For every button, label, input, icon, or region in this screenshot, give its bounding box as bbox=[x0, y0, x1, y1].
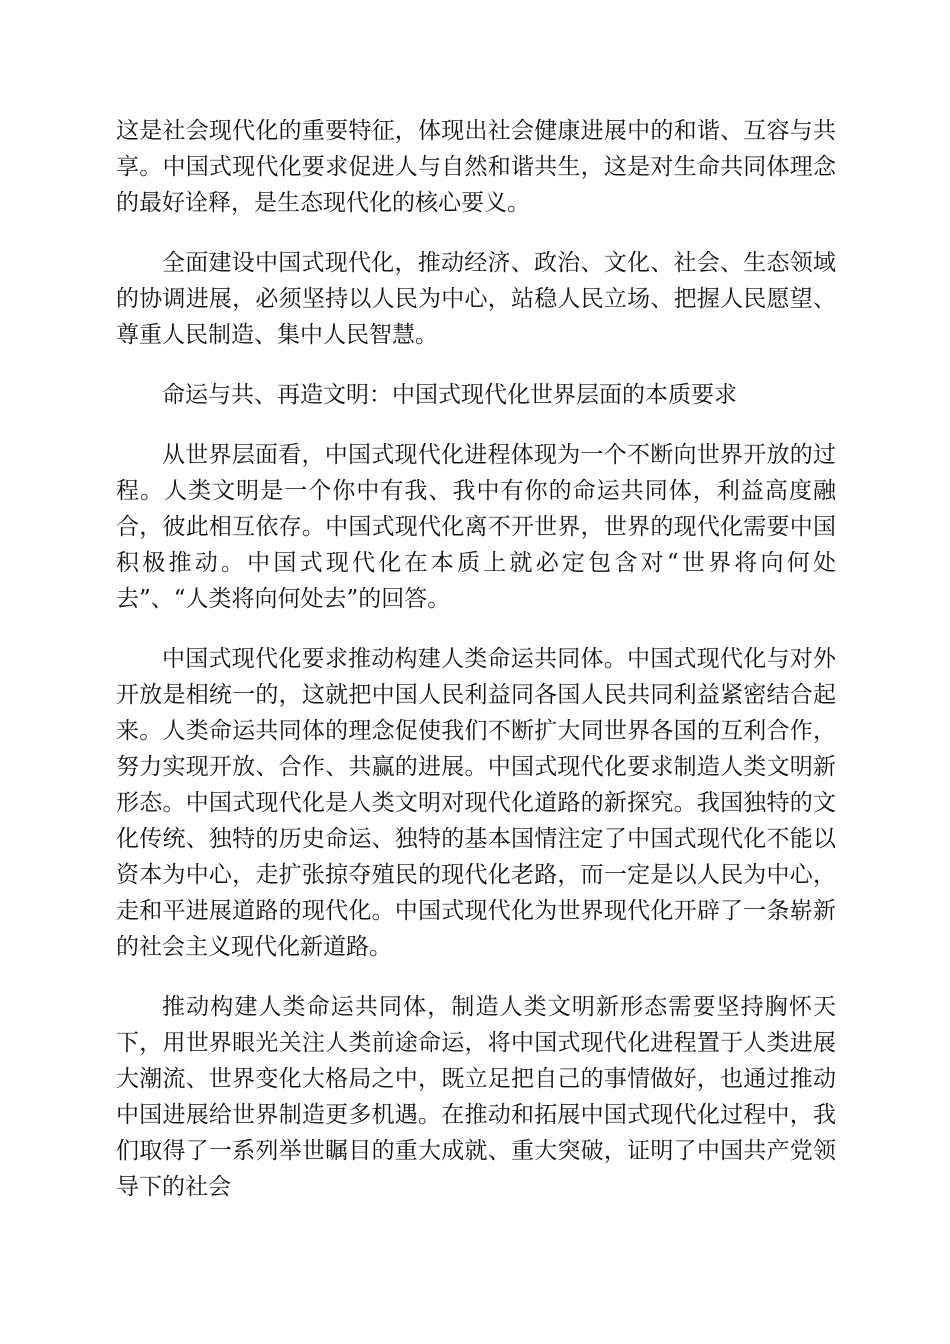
paragraph-continuation: 这是社会现代化的重要特征，体现出社会健康进展中的和谐、互容与共享。中国式现代化要求促进人与自然和谐共生，这是对生命共同体理念的最好诠释，是生态现代化的核心要义。 bbox=[116, 118, 836, 216]
section-heading: 命运与共、再造文明：中国式现代化世界层面的本质要求 bbox=[162, 382, 737, 408]
paragraph: 中国式现代化要求推动构建人类命运共同体。中国式现代化与对外开放是相统一的，这就把中国人民利益同各国人民共同利益紧密结合起来。人类命运共同体的理念促使我们不断扩大同世界各国的互利合作，努力实现开放、合作、共赢的进展。中国式现代化要求制造人类文明新形态。中国式现代化是人类文明对现代化道路的新探究。我国独特的文化传统、独特的历史命运、独特的基本国情注定了中国式现代化不能以资本为中心，走扩张掠夺殖民的现代化老路，而一定是以人民为中心，走和平进展道路的现代化。中国式现代化为世界现代化开辟了一条崭新的社会主义现代化新道路。 bbox=[116, 646, 836, 960]
paragraph: 从世界层面看，中国式现代化进程体现为一个不断向世界开放的过程。人类文明是一个你中有我、我中有你的命运共同体，利益高度融合，彼此相互依存。中国式现代化离不开世界，世界的现代化需要中国积极推动。中国式现代化在本质上就必定包含对“世界将向何处去”、“人类将向何处去”的回答。 bbox=[116, 442, 836, 612]
document-page bbox=[116, 113, 836, 1229]
paragraph: 推动构建人类命运共同体，制造人类文明新形态需要坚持胸怀天下，用世界眼光关注人类前途命运，将中国式现代化进程置于人类进展大潮流、世界变化大格局之中，既立足把自己的事情做好，也通过推动中国进展给世界制造更多机遇。在推动和拓展中国式现代化过程中，我们取得了一系列举世瞩目的重大成就、重大突破，证明了中国共产党领导下的社会 bbox=[116, 994, 836, 1200]
paragraph: 全面建设中国式现代化，推动经济、政治、文化、社会、生态领域的协调进展，必须坚持以人民为中心，站稳人民立场、把握人民愿望、尊重人民制造、集中人民智慧。 bbox=[116, 250, 836, 348]
